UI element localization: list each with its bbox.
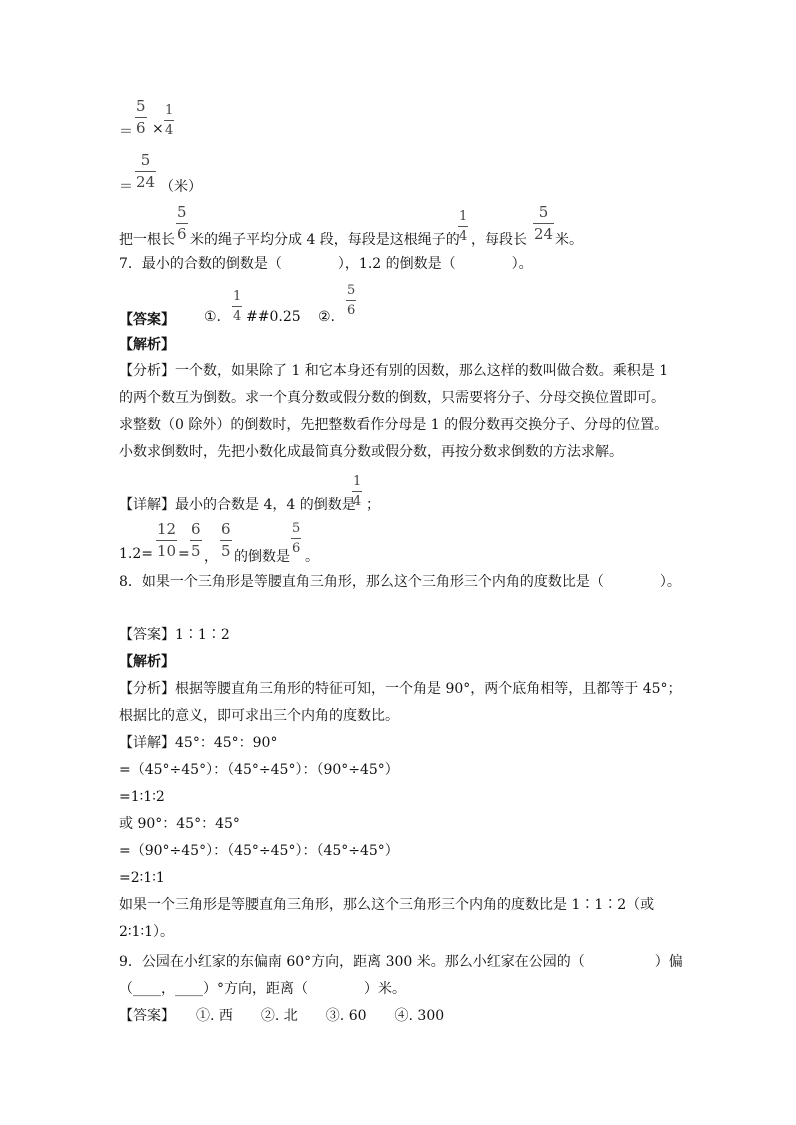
analysis-line: 【分析】一个数，如果除了 1 和它本身还有别的因数，那么这样的数叫做合数。乘积是 1 bbox=[119, 363, 669, 379]
fraction: 6 5 bbox=[221, 520, 231, 560]
answer-2: ②. bbox=[318, 309, 336, 325]
equals-sign: ＝ bbox=[119, 124, 133, 140]
text: 的倒数是 bbox=[234, 549, 290, 565]
text: 1.2= bbox=[119, 546, 153, 562]
question-7: 7．最小的合数的倒数是（ ），1.2 的倒数是（ ）。 bbox=[119, 256, 533, 272]
answer-line: 【答案】1∶1∶2 bbox=[119, 627, 230, 643]
equals-sign: ＝ bbox=[119, 179, 133, 195]
text: 把一根长 bbox=[119, 232, 175, 248]
analysis-label: 【解析】 bbox=[119, 337, 175, 353]
fraction: 1 4 bbox=[165, 103, 174, 138]
detail-line: 如果一个三角形是等腰直角三角形，那么这个三角形三个内角的度数比是 1∶1∶2（或 bbox=[119, 897, 655, 913]
unit-text: （米） bbox=[160, 179, 202, 195]
question-8: 8．如果一个三角形是等腰直角三角形，那么这个三角形三个内角的度数比是（ ）。 bbox=[119, 574, 681, 590]
answer-line: 【答案】 ①. 西 ②. 北 ③. 60 ④. 300 bbox=[119, 1008, 445, 1024]
detail-line: 或 90°：45°：45° bbox=[119, 816, 240, 832]
detail-line: =（90°÷45°）：（45°÷45°）：（45°÷45°） bbox=[119, 843, 399, 859]
text: = bbox=[178, 546, 190, 562]
detail-line: =（45°÷45°）：（45°÷45°）：（90°÷45°） bbox=[119, 762, 399, 778]
fraction: 12 10 bbox=[157, 520, 177, 560]
fraction: 6 5 bbox=[191, 520, 201, 560]
analysis-label: 【解析】 bbox=[119, 654, 175, 670]
analysis-line: 根据比的意义，即可求出三个内角的度数比。 bbox=[119, 708, 399, 724]
fraction: 5 6 bbox=[177, 203, 187, 243]
answer-1-tail: ##0.25 bbox=[246, 309, 301, 325]
fraction: 1 4 bbox=[233, 289, 242, 324]
analysis-line: 求整数（0 除外）的倒数时，先把整数看作分母是 1 的假分数再交换分子、分母的位置。 bbox=[119, 417, 669, 433]
fraction: 1 4 bbox=[459, 209, 468, 244]
answer-1: ①. bbox=[204, 309, 222, 325]
text: 米。 bbox=[555, 232, 583, 248]
fraction: 5 6 bbox=[136, 97, 146, 137]
question-9: 9．公园在小红家的东偏南 60°方向，距离 300 米。那么小红家在公园的（ ）偏 bbox=[119, 954, 683, 970]
analysis-line: 的两个数互为倒数。求一个真分数或假分数的倒数，只需要将分子、分母交换位置即可。 bbox=[119, 390, 665, 406]
text: 米的绳子平均分成 4 段，每段是这根绳子的 bbox=[190, 232, 460, 248]
text: ； bbox=[366, 497, 380, 513]
detail-line: 【详解】45°：45°：90° bbox=[119, 735, 278, 751]
times-sign: × bbox=[152, 121, 164, 137]
analysis-line: 小数求倒数时，先把小数化成最简真分数或假分数，再按分数求倒数的方法求解。 bbox=[119, 444, 623, 460]
fraction: 5 6 bbox=[347, 283, 356, 318]
text: 。 bbox=[305, 549, 319, 565]
detail-line: =2∶1∶1 bbox=[119, 870, 165, 886]
fraction: 5 6 bbox=[292, 521, 301, 556]
question-9-cont: （____，____）°方向，距离（ ）米。 bbox=[119, 981, 406, 997]
answer-label: 【答案】 bbox=[119, 312, 175, 328]
fraction: 1 4 bbox=[353, 474, 362, 509]
fraction: 5 24 bbox=[534, 203, 554, 243]
detail-line: 2∶1∶1）。 bbox=[119, 924, 175, 940]
fraction: 5 24 bbox=[136, 151, 156, 191]
text: ，每段长 bbox=[471, 232, 527, 248]
detail-line: 【详解】最小的合数是 4，4 的倒数是 bbox=[119, 497, 356, 513]
detail-line: =1∶1∶2 bbox=[119, 789, 165, 805]
analysis-line: 【分析】根据等腰直角三角形的特征可知，一个角是 90°，两个底角相等，且都等于 45°； bbox=[119, 681, 682, 697]
text: ， bbox=[204, 549, 218, 565]
